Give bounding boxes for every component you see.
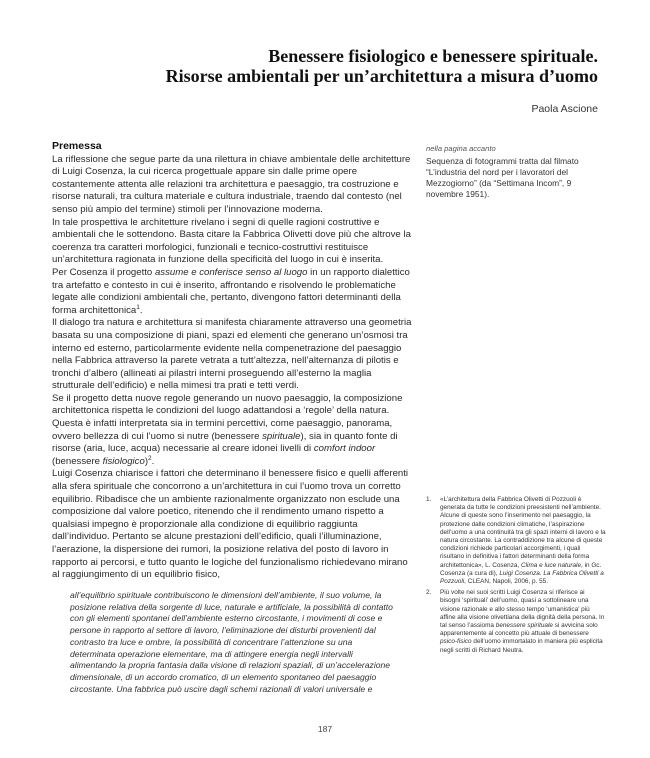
italic-text: Clima e luce naturale: [521, 561, 582, 569]
text-run: ): [144, 455, 149, 467]
italic-text: benessere spirituale: [495, 622, 553, 630]
italic-text: comfort indoor: [313, 443, 376, 455]
text-run: Per Cosenza il progetto: [52, 266, 155, 278]
italic-text: Luigi Cosenza. La Fabbrica Olivetti a Pozzuoli: [440, 569, 604, 586]
title-line-2: Risorse ambientali per un’architettura a misura d’uomo: [165, 66, 598, 86]
block-quote: all’equilibrio spirituale contribuiscono le dimensioni dell’ambiente, il suo volume, la posizione relativa della sorgente di luce, naturale e artificiale, la possibilità di contatto con gli elementi spontanei dell’ambiente esterno circostante, i movimenti di cose e persone in rapporto al settore di lavoro, l’eliminazione dei disturbi provenienti dal contrasto tra luce e ombre, la possibilità di concentrare l’attenzione su una determinata operazione elementare, ma di attingere energia negli intervalli alimentando la propria fantasia dalla visione di relazioni spaziali, di un’accelerazione dimensionale, di un accordo cromatico, di un elemento spontaneo del paesaggio circostante. Una fabbrica può uscire dagli schemi razionali di valori universale e: [70, 590, 393, 694]
paragraph: La riflessione che segue parte da una rilettura in chiave ambientale delle architetture di Luigi Cosenza, la cui ricerca progettuale appare sin dalle prime opere costantemente attenta alle relazioni tra architettura e paesaggio, tra costruzione e risorse naturali, tra cultura materiale e cultura industriale, traendo dal contesto (nel senso più ampio del termine) stimoli per l’innovazione moderna.: [52, 153, 411, 215]
italic-text: spirituale: [262, 430, 301, 442]
footnote: [426, 496, 606, 586]
footnote-text: [440, 496, 606, 586]
paragraph: In tale prospettiva le architetture rivelano i segni di quelle ragioni costruttive e ambientali che le sottendono. Basta citare la Fabbrica Olivetti dove più che altrove la coerenza tra caratteri morfologici, funzionali e tecnico-costruttivi restituisce un’architettura ragionata in funzione della specificità del luogo in cui è inserita.: [52, 216, 411, 266]
main-text-column: [52, 140, 412, 582]
page-number: 187: [317, 724, 333, 734]
text-run: .: [139, 304, 143, 316]
paragraph: [52, 267, 412, 317]
section-heading: Premessa: [52, 140, 102, 152]
italic-text: assume e conferisce senso al luogo: [154, 266, 308, 278]
footnote: [426, 589, 606, 655]
paragraph: Il dialogo tra natura e architettura si manifesta chiaramente attraverso una geometria basata su una composizione di piani, spazi ed elementi che generano un’osmosi tra interno ed esterno, particolarmente evidente nella compenetrazione del paesaggio nella Fabbrica attraverso la parete vetrata a tutt’altezza, nell’alternanza di pilotis e tronchi d’albero (allineati ai pilastri interni proseguendo all’esterno la maglia strutturale dell’edificio) e nella mimesi tra prati e tetti verdi.: [52, 317, 412, 392]
text-run: dell’uomo immortalato in maniera più esplicita negli scritti di Richard Neutra.: [440, 638, 603, 654]
italic-text: fisiologico: [102, 455, 145, 467]
text-run: Se il progetto detta nuove regole generando un nuovo paesaggio, la composizione architettonica rispetta le condizioni del luogo adattandosi a ‘regole’ della natura. Questa è infatti interpretata sia in termini percettivi, come paesaggio, panorama, ovvero bellezza di cui l’uomo si nutre (benessere: [52, 392, 403, 442]
text-run: Più volte nei suoi scritti Luigi Cosenza si riferisce ai bisogni ‘spirituali’ dell’uomo, quasi a sottolineare una visione razionale e allo stesso tempo ‘umanistica’ più affine alla visione olivettiana della dignità della persona. In tal senso l’assioma: [440, 589, 605, 630]
footnote-number: 2.: [426, 589, 432, 597]
footnote-number: 1.: [426, 496, 432, 503]
text-run: .: [151, 455, 155, 467]
title-line-1: Benessere fisiologico e benessere spirituale.: [268, 46, 598, 66]
caption-lead: nella pagina accanto: [426, 144, 496, 153]
paragraph: Luigi Cosenza chiarisce i fattori che determinano il benessere fisico e quelli afferenti alla sfera spirituale che concorrono a un’architettura in cui l’uomo trova un corretto equilibrio. Ribadisce che un ambiente razionalmente organizzato non esclude una composizione dal valore poetico, ritenendo che il rendimento umano rispetto a qualsiasi impegno è proporzionale alla condizione di equilibrio raggiunta dall’individuo. Pertanto se alcune prestazioni dell’edificio, quali l’illuminazione, l’aerazione, la dispersione dei rumori, la posizione relativa del posto di lavoro in rapporto ai percorsi, e tutto quanto le logiche del funzionalismo richiedevano mirano al raggiungimento di un equilibrio fisico,: [52, 468, 409, 581]
text-run: , CLEAN, Napoli, 2006, p. 55.: [464, 578, 548, 586]
footnotes: [426, 496, 606, 658]
author-name: Paola Ascione: [531, 103, 598, 115]
text-run: , in Gc. Cosenza (a cura di),: [440, 561, 602, 577]
caption-text: Sequenza di fotogrammi tratta dal filmato “L’industria del nord per i lavoratori del Mezzogiorno” (da “Settimana Incom”, 9 novembre 1951).: [426, 156, 579, 199]
figure-caption: [426, 143, 602, 200]
text-run: (benessere: [52, 455, 103, 467]
text-run: in un rapporto dialettico tra artefatto e contesto in cui è inserito, affrontando e risolvendo le problematiche legate alle condizioni ambientali che, pertanto, divengono fattori determinanti della forma architettonica: [52, 266, 410, 316]
article-title: [166, 46, 598, 86]
text-run: «L’architettura della Fabbrica Olivetti di Pozzuoli è generata da tutte le condizioni preesistenti nell’ambiente. Alcune di queste sono l’inserimento nel paesaggio, la protezione dalle condizioni climatiche, l’aspirazione dell’uomo a una continuità tra gli spazi interni di lavoro e la natura circostante. La contraddizione tra alcune di queste condizioni richiede particolari accorgimenti, i quali risultano in definitiva i fattori determinanti della forma architettonica», L. Cosenza,: [440, 496, 606, 569]
text-run: si avvicina solo apparentemente al concetto più attuale di benessere: [440, 622, 598, 638]
footnote-text: [440, 589, 606, 655]
italic-text: psico-fisico: [440, 638, 472, 646]
footnote-ref: 2: [148, 454, 152, 462]
text-run: ), sia in quanto fonte di risorse (aria, luce, acqua) necessarie al creare idonei livelli di: [52, 430, 398, 455]
paragraph: [52, 393, 412, 469]
footnote-ref: 1: [136, 303, 140, 311]
